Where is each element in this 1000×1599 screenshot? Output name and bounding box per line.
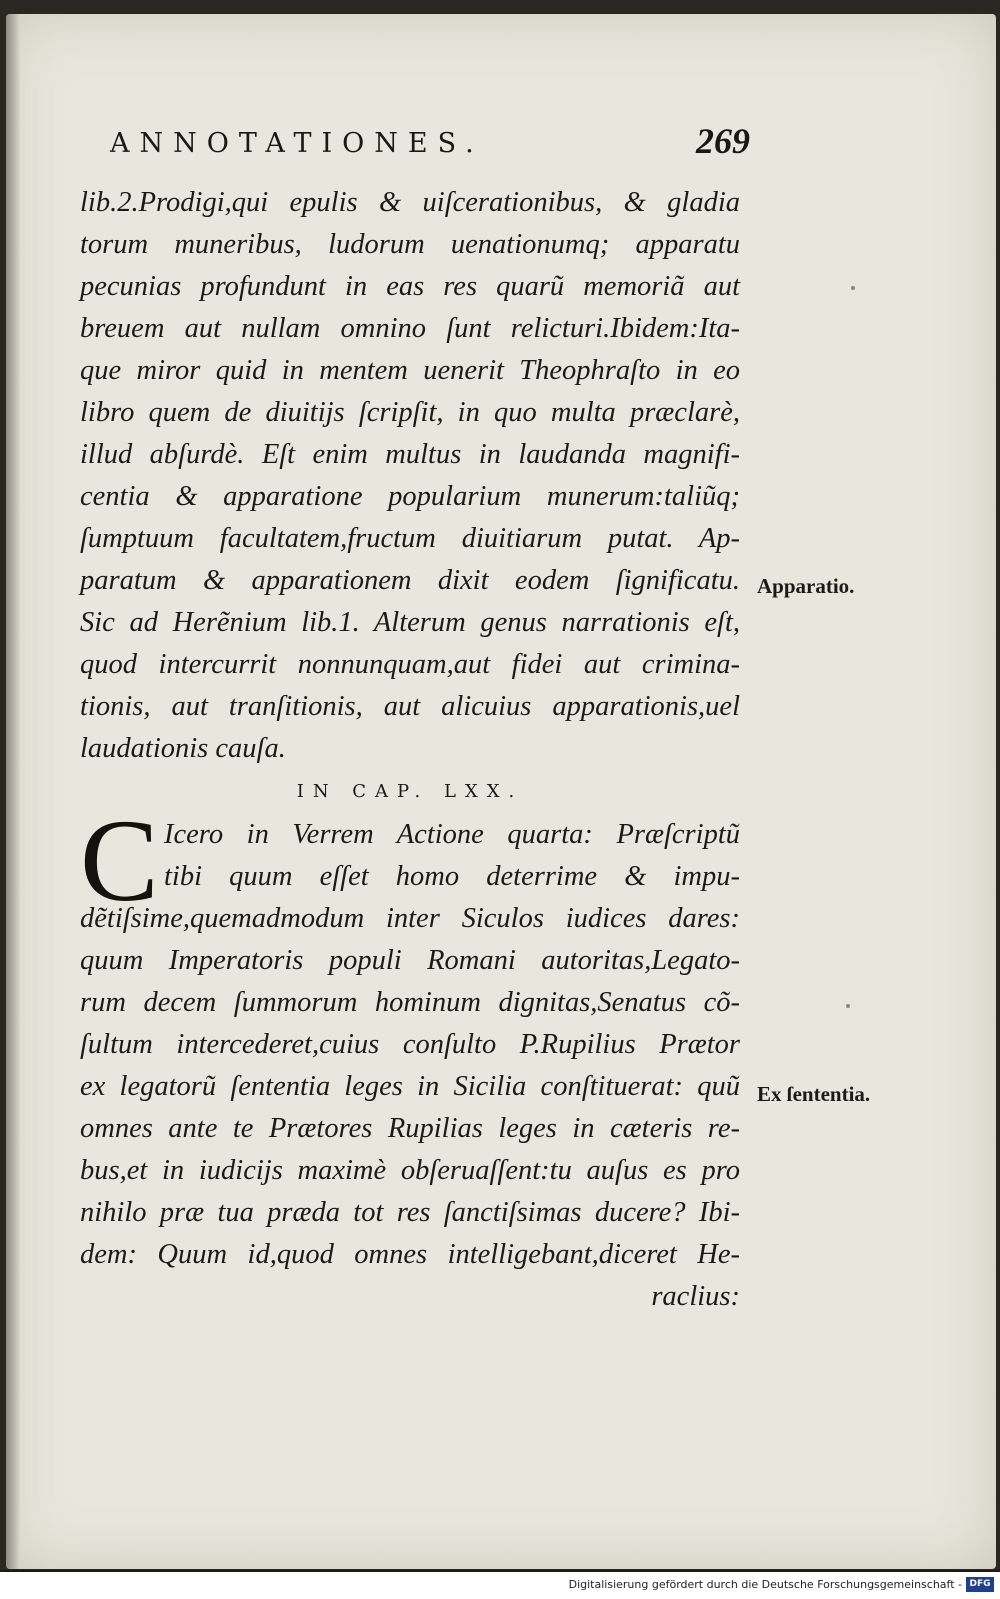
text-line: tibi quum eſſet homo deterrime & impu- [164,861,740,892]
text-line: pecunias profundunt in eas res quarũ memoriã aut [80,271,740,302]
catchword: raclius: [651,1281,740,1312]
text-line: Sic ad Herẽnium lib.1. Alterum genus narrationis eſt, [80,607,740,638]
text-line: libro quem de diuitijs ſcripſit, in quo multa præclarè, [80,397,740,428]
text-line: nihilo præ tua præda tot res ſanctiſsimas ducere? Ibi- [80,1197,740,1228]
running-head: ANNOTATIONES. [110,128,484,159]
text-line: bus,et in iudicijs maximè obſeruaſſent:tu auſus es pro [80,1155,740,1186]
text-line: torum muneribus, ludorum uenationumq; apparatu [80,229,740,260]
text-line: dẽtiſsime,quemadmodum inter Siculos iudices dares: [80,903,740,934]
text-line: paratum & apparationem dixit eodem ſignificatu. [80,565,740,596]
text-line: quod intercurrit nonnunquam,aut fidei aut crimina- [80,649,740,680]
body-text [80,182,740,1318]
chapter-heading: IN CAP. LXX. [296,781,524,802]
text-line: ex legatorũ ſententia leges in Sicilia conſtituerat: quũ [80,1071,740,1102]
text-line: que miror quid in mentem uenerit Theophraſto in eo [80,355,740,386]
page-edge [6,14,20,1569]
text-line: dem: Quum id,quod omnes intelligebant,diceret He- [80,1239,740,1270]
text-line: illud abſurdè. Eſt enim multus in laudanda magnifi- [80,439,740,470]
text-line: laudationis cauſa. [80,733,286,764]
text-line: omnes ante te Prætores Rupilias leges in cæteris re- [80,1113,740,1144]
text-line: Icero in Verrem Actione quarta: Præſcriptũ [164,819,740,850]
text-line: tionis, aut tranſitionis, aut alicuius apparationis,uel [80,691,740,722]
text-line: rum decem ſummorum hominum dignitas,Senatus cõ- [80,987,740,1018]
dfg-logo: DFG [966,1577,994,1592]
text-line: ſultum intercederet,cuius conſulto P.Rupilius Prætor [80,1029,740,1060]
text-line: lib.2.Prodigi,qui epulis & uiſcerationibus, & gladia [80,187,740,218]
margin-note-apparatio: Apparatio. [757,574,855,598]
text-line: quum Imperatoris populi Romani autoritas,Legato- [80,945,740,976]
paper-speck [851,286,855,290]
footer-bar [0,1572,1000,1599]
paper-speck [846,1004,850,1008]
margin-note-ex-sententia: Ex ſententia. [757,1082,871,1106]
drop-capital: C [80,795,159,926]
text-line: ſumptuum facultatem,fructum diuitiarum putat. Ap- [80,523,740,554]
text-line: breuem aut nullam omnino ſunt relicturi.Ibidem:Ita- [80,313,740,344]
funding-credit: Digitalisierung gefördert durch die Deutsche Forschungsgemeinschaft - [568,1578,962,1591]
page-header [110,121,750,168]
page-number: 269 [696,121,750,161]
text-line: centia & apparatione popularium munerum:taliũq; [80,481,740,512]
